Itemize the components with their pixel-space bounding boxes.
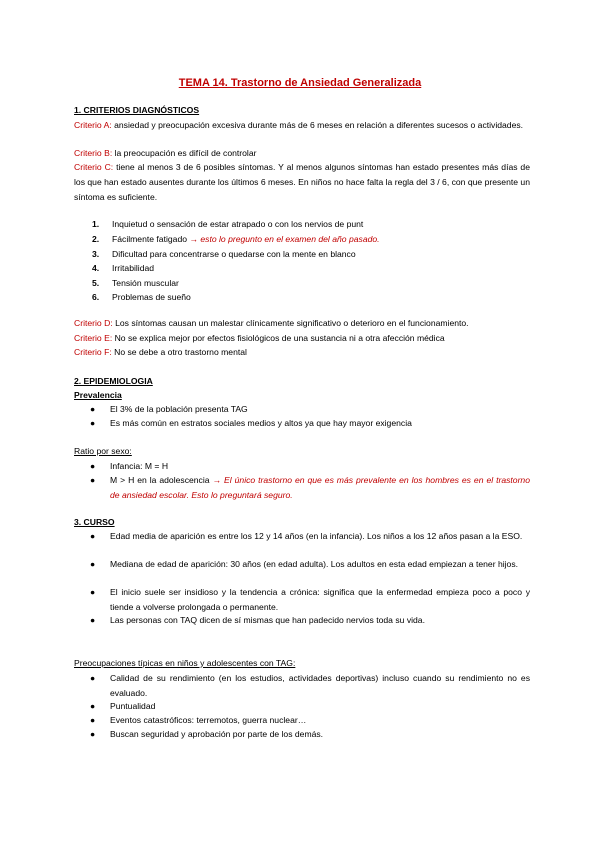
criterion-f-label: Criterio F: (74, 347, 112, 357)
symptom-item: 1. Inquietud o sensación de estar atrapado o con los nervios de punt (92, 219, 364, 229)
criterion-d-label: Criterio D: (74, 318, 113, 328)
bullet-icon: ● (90, 587, 96, 597)
section-1-heading: 1. CRITERIOS DIAGNÓSTICOS (74, 105, 200, 115)
criterion-b-label: Criterio B: (74, 148, 113, 158)
list-item: ● M > H en la adolescencia → El único trastorno en que es más prevalente en los hombres es en el trastorno de ansiedad escolar. Esto lo preguntará seguro. (90, 475, 530, 500)
bullet-icon: ● (90, 715, 96, 725)
list-item: ● El inicio suele ser insidioso y la tendencia a crónica: significa que la enfermedad empieza poco a poco y tiende a volverse prolongada o permanente. (90, 587, 530, 612)
section-3-heading: 3. CURSO (74, 517, 115, 527)
bullet-icon: ● (90, 531, 96, 541)
list-item: ● Eventos catastróficos: terremotos, guerra nuclear… (90, 713, 530, 728)
criterion-e-label: Criterio E: (74, 333, 113, 343)
bullet-icon: ● (90, 615, 96, 625)
list-item: ● Las personas con TAQ dicen de sí mismas que han padecido nervios toda su vida. (90, 613, 530, 628)
list-item: ● Edad media de aparición es entre los 12 y 14 años (en la infancia). Los niños a los 12 años pasan a la ESO. (90, 529, 530, 544)
list-item: ● Calidad de su rendimiento (en los estudios, actividades deportivas) incluso cuando su rendimiento no es evaluado. (90, 673, 530, 698)
bullet-icon: ● (90, 418, 96, 428)
criterion-e: Criterio E: No se explica mejor por efectos fisiológicos de una sustancia ni a otra afección médica (74, 333, 445, 343)
criterion-d: Criterio D: Los síntomas causan un malestar clínicamente significativo o deterioro en el funcionamiento. (74, 318, 469, 328)
worries-heading: Preocupaciones típicas en niños y adolescentes con TAG: (74, 658, 296, 668)
list-item: ● Mediana de edad de aparición: 30 años (en edad adulta). Los adultos en esta edad empiezan a tener hijos. (90, 557, 530, 572)
list-item: ● El 3% de la población presenta TAG (90, 402, 530, 417)
list-item: ● Infancia: M = H (90, 459, 530, 474)
exam-note: → El único trastorno en que es más prevalente en los hombres es en el trastorno de ansiedad escolar. Esto lo preguntará seguro. (110, 475, 530, 500)
symptom-item: 6. Problemas de sueño (92, 292, 191, 302)
list-item: ● Buscan seguridad y aprobación por parte de los demás. (90, 727, 530, 742)
criterion-b: Criterio B: la preocupación es difícil de controlar (74, 148, 257, 158)
page-title: TEMA 14. Trastorno de Ansiedad Generalizada (178, 77, 422, 89)
symptom-item: 4. Irritabilidad (92, 263, 155, 273)
list-item: ● Puntualidad (90, 699, 530, 714)
symptom-item: 5. Tensión muscular (92, 278, 179, 288)
criterion-a-label: Criterio A: (74, 120, 112, 130)
list-item: ● Es más común en estratos sociales medios y altos ya que hay mayor exigencia (90, 416, 530, 431)
criterion-f: Criterio F: No se debe a otro trastorno mental (74, 347, 247, 357)
bullet-icon: ● (90, 701, 96, 711)
criterion-a: Criterio A: ansiedad y preocupación excesiva durante más de 6 meses en relación a diferentes sucesos o actividades. (74, 120, 524, 130)
bullet-icon: ● (90, 673, 96, 683)
symptom-item: 3. Dificultad para concentrarse o quedarse con la mente en blanco (92, 249, 356, 259)
bullet-icon: ● (90, 461, 96, 471)
bullet-icon: ● (90, 404, 96, 414)
prevalence-heading: Prevalencia (74, 390, 122, 400)
bullet-icon: ● (90, 559, 96, 569)
bullet-icon: ● (90, 729, 96, 739)
section-2-heading: 2. EPIDEMIOLOGIA (74, 376, 153, 386)
symptom-item: 2. Fácilmente fatigado → esto lo pregunto en el examen del año pasado. (92, 234, 380, 244)
exam-note: → esto lo pregunto en el examen del año pasado. (189, 234, 380, 244)
ratio-heading: Ratio por sexo: (74, 446, 132, 456)
bullet-icon: ● (90, 475, 96, 485)
criterion-c: Criterio C: tiene al menos 3 de 6 posibles síntomas. Y al menos algunos síntomas han estado presentes más días de los que han estado ausentes durante los últimos 6 meses. En niños no hace falta la regla del 3 / 6, con que presente un síntoma es suficiente. (74, 162, 530, 202)
criterion-c-label: Criterio C: (74, 162, 114, 172)
